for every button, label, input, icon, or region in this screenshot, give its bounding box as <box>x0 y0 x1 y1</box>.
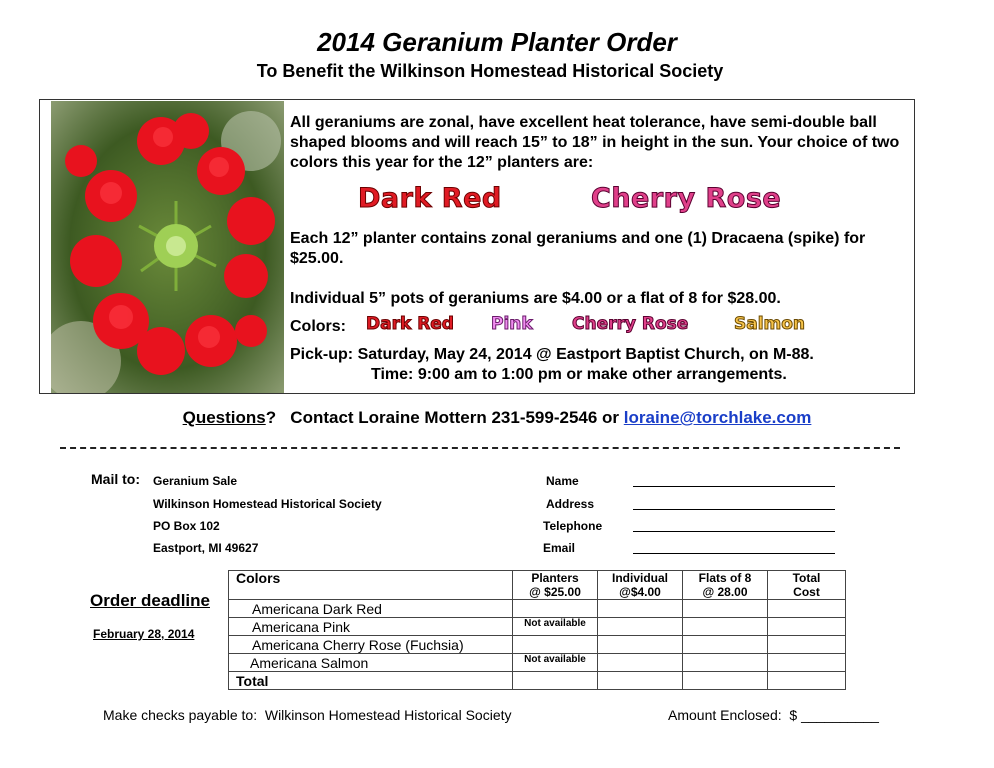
row-color-name: Americana Dark Red <box>229 600 513 618</box>
individual-cell[interactable] <box>598 636 683 654</box>
planters-cell: Not available <box>513 654 598 672</box>
table-row <box>229 600 846 618</box>
address-field-label: Address <box>546 497 595 511</box>
mail-line-1: Geranium Sale <box>153 474 238 488</box>
mail-line-2: Wilkinson Homestead Historical Society <box>153 497 382 511</box>
geranium-photo <box>51 101 284 393</box>
contact-line <box>0 408 994 428</box>
planter-color-dark-red: Dark Red <box>358 183 502 214</box>
planters-total-cell[interactable] <box>513 672 598 690</box>
telephone-field[interactable] <box>633 531 835 532</box>
individual-total-cell[interactable] <box>598 672 683 690</box>
total-cost-cell[interactable] <box>768 654 846 672</box>
table-row <box>229 654 846 672</box>
pot-color-salmon: Salmon <box>734 314 806 334</box>
individual-cell[interactable] <box>598 600 683 618</box>
email-field-label: Email <box>543 541 576 555</box>
individual-header: Individual @$4.00 <box>598 571 683 600</box>
questions-label: Questions <box>182 408 266 427</box>
pots-info: Individual 5” pots of geraniums are $4.00 or a flat of 8 for $28.00. <box>290 290 781 307</box>
pot-color-pink: Pink <box>491 314 533 334</box>
order-deadline-label: Order deadline <box>90 591 210 610</box>
email-link[interactable]: loraine@torchlake.com <box>623 408 812 427</box>
geranium-flower-icon <box>51 101 284 393</box>
page-subtitle: To Benefit the Wilkinson Homestead Historical Society <box>256 61 724 81</box>
telephone-field-label: Telephone <box>543 519 603 533</box>
grand-total-cell[interactable] <box>768 672 846 690</box>
total-cost-cell[interactable] <box>768 618 846 636</box>
flats-header: Flats of 8 @ 28.00 <box>683 571 768 600</box>
total-cost-cell[interactable] <box>768 600 846 618</box>
pickup-info: Pick-up: Saturday, May 24, 2014 @ Eastport Baptist Church, on M-88. <box>290 346 814 363</box>
pickup-time: Time: 9:00 am to 1:00 pm or make other arrangements. <box>371 366 787 383</box>
row-color-name: Americana Cherry Rose (Fuchsia) <box>229 636 513 654</box>
page-title: 2014 Geranium Planter Order <box>317 27 677 57</box>
total-cost-cell[interactable] <box>768 636 846 654</box>
order-deadline-date: February 28, 2014 <box>93 627 195 641</box>
amount-enclosed-field[interactable]: Amount Enclosed: $ __________ <box>668 707 879 723</box>
pot-color-dark-red: Dark Red <box>366 314 454 334</box>
name-field[interactable] <box>633 486 835 487</box>
table-row <box>229 636 846 654</box>
order-table <box>228 570 846 690</box>
mail-line-4: Eastport, MI 49627 <box>153 541 259 555</box>
row-color-name: Americana Pink <box>229 618 513 636</box>
total-cost-header: Total Cost <box>768 571 846 600</box>
pot-color-cherry-rose: Cherry Rose <box>572 314 689 334</box>
flats-cell[interactable] <box>683 600 768 618</box>
cut-line-divider <box>60 447 900 449</box>
colors-label: Colors: <box>290 318 346 335</box>
planters-cell[interactable] <box>513 600 598 618</box>
row-color-name: Americana Salmon <box>229 654 513 672</box>
planters-header: Planters @ $25.00 <box>513 571 598 600</box>
table-total-row <box>229 672 846 690</box>
planter-color-cherry-rose: Cherry Rose <box>591 183 782 214</box>
name-field-label: Name <box>546 474 579 488</box>
colors-header: Colors <box>229 571 513 600</box>
mail-to-label: Mail to: <box>91 471 140 487</box>
table-row <box>229 618 846 636</box>
table-header-row <box>229 571 846 600</box>
intro-text: All geraniums are zonal, have excellent heat tolerance, have semi-double ball shaped blooms and will reach 15” to 18” in height in the sun. Your choice of two colors this year for the 12” planters are: <box>290 114 900 171</box>
total-label: Total <box>229 672 513 690</box>
flats-cell[interactable] <box>683 654 768 672</box>
checks-payable-text: Make checks payable to: Wilkinson Homestead Historical Society <box>103 707 512 723</box>
planter-info: Each 12” planter contains zonal geraniums and one (1) Dracaena (spike) for $25.00. <box>290 230 866 267</box>
flats-cell[interactable] <box>683 636 768 654</box>
planters-cell: Not available <box>513 618 598 636</box>
flats-cell[interactable] <box>683 618 768 636</box>
flats-total-cell[interactable] <box>683 672 768 690</box>
individual-cell[interactable] <box>598 654 683 672</box>
planters-cell[interactable] <box>513 636 598 654</box>
address-field[interactable] <box>633 509 835 510</box>
email-field[interactable] <box>633 553 835 554</box>
individual-cell[interactable] <box>598 618 683 636</box>
mail-line-3: PO Box 102 <box>153 519 220 533</box>
contact-text: ? Contact Loraine Mottern 231-599-2546 or <box>265 408 624 427</box>
